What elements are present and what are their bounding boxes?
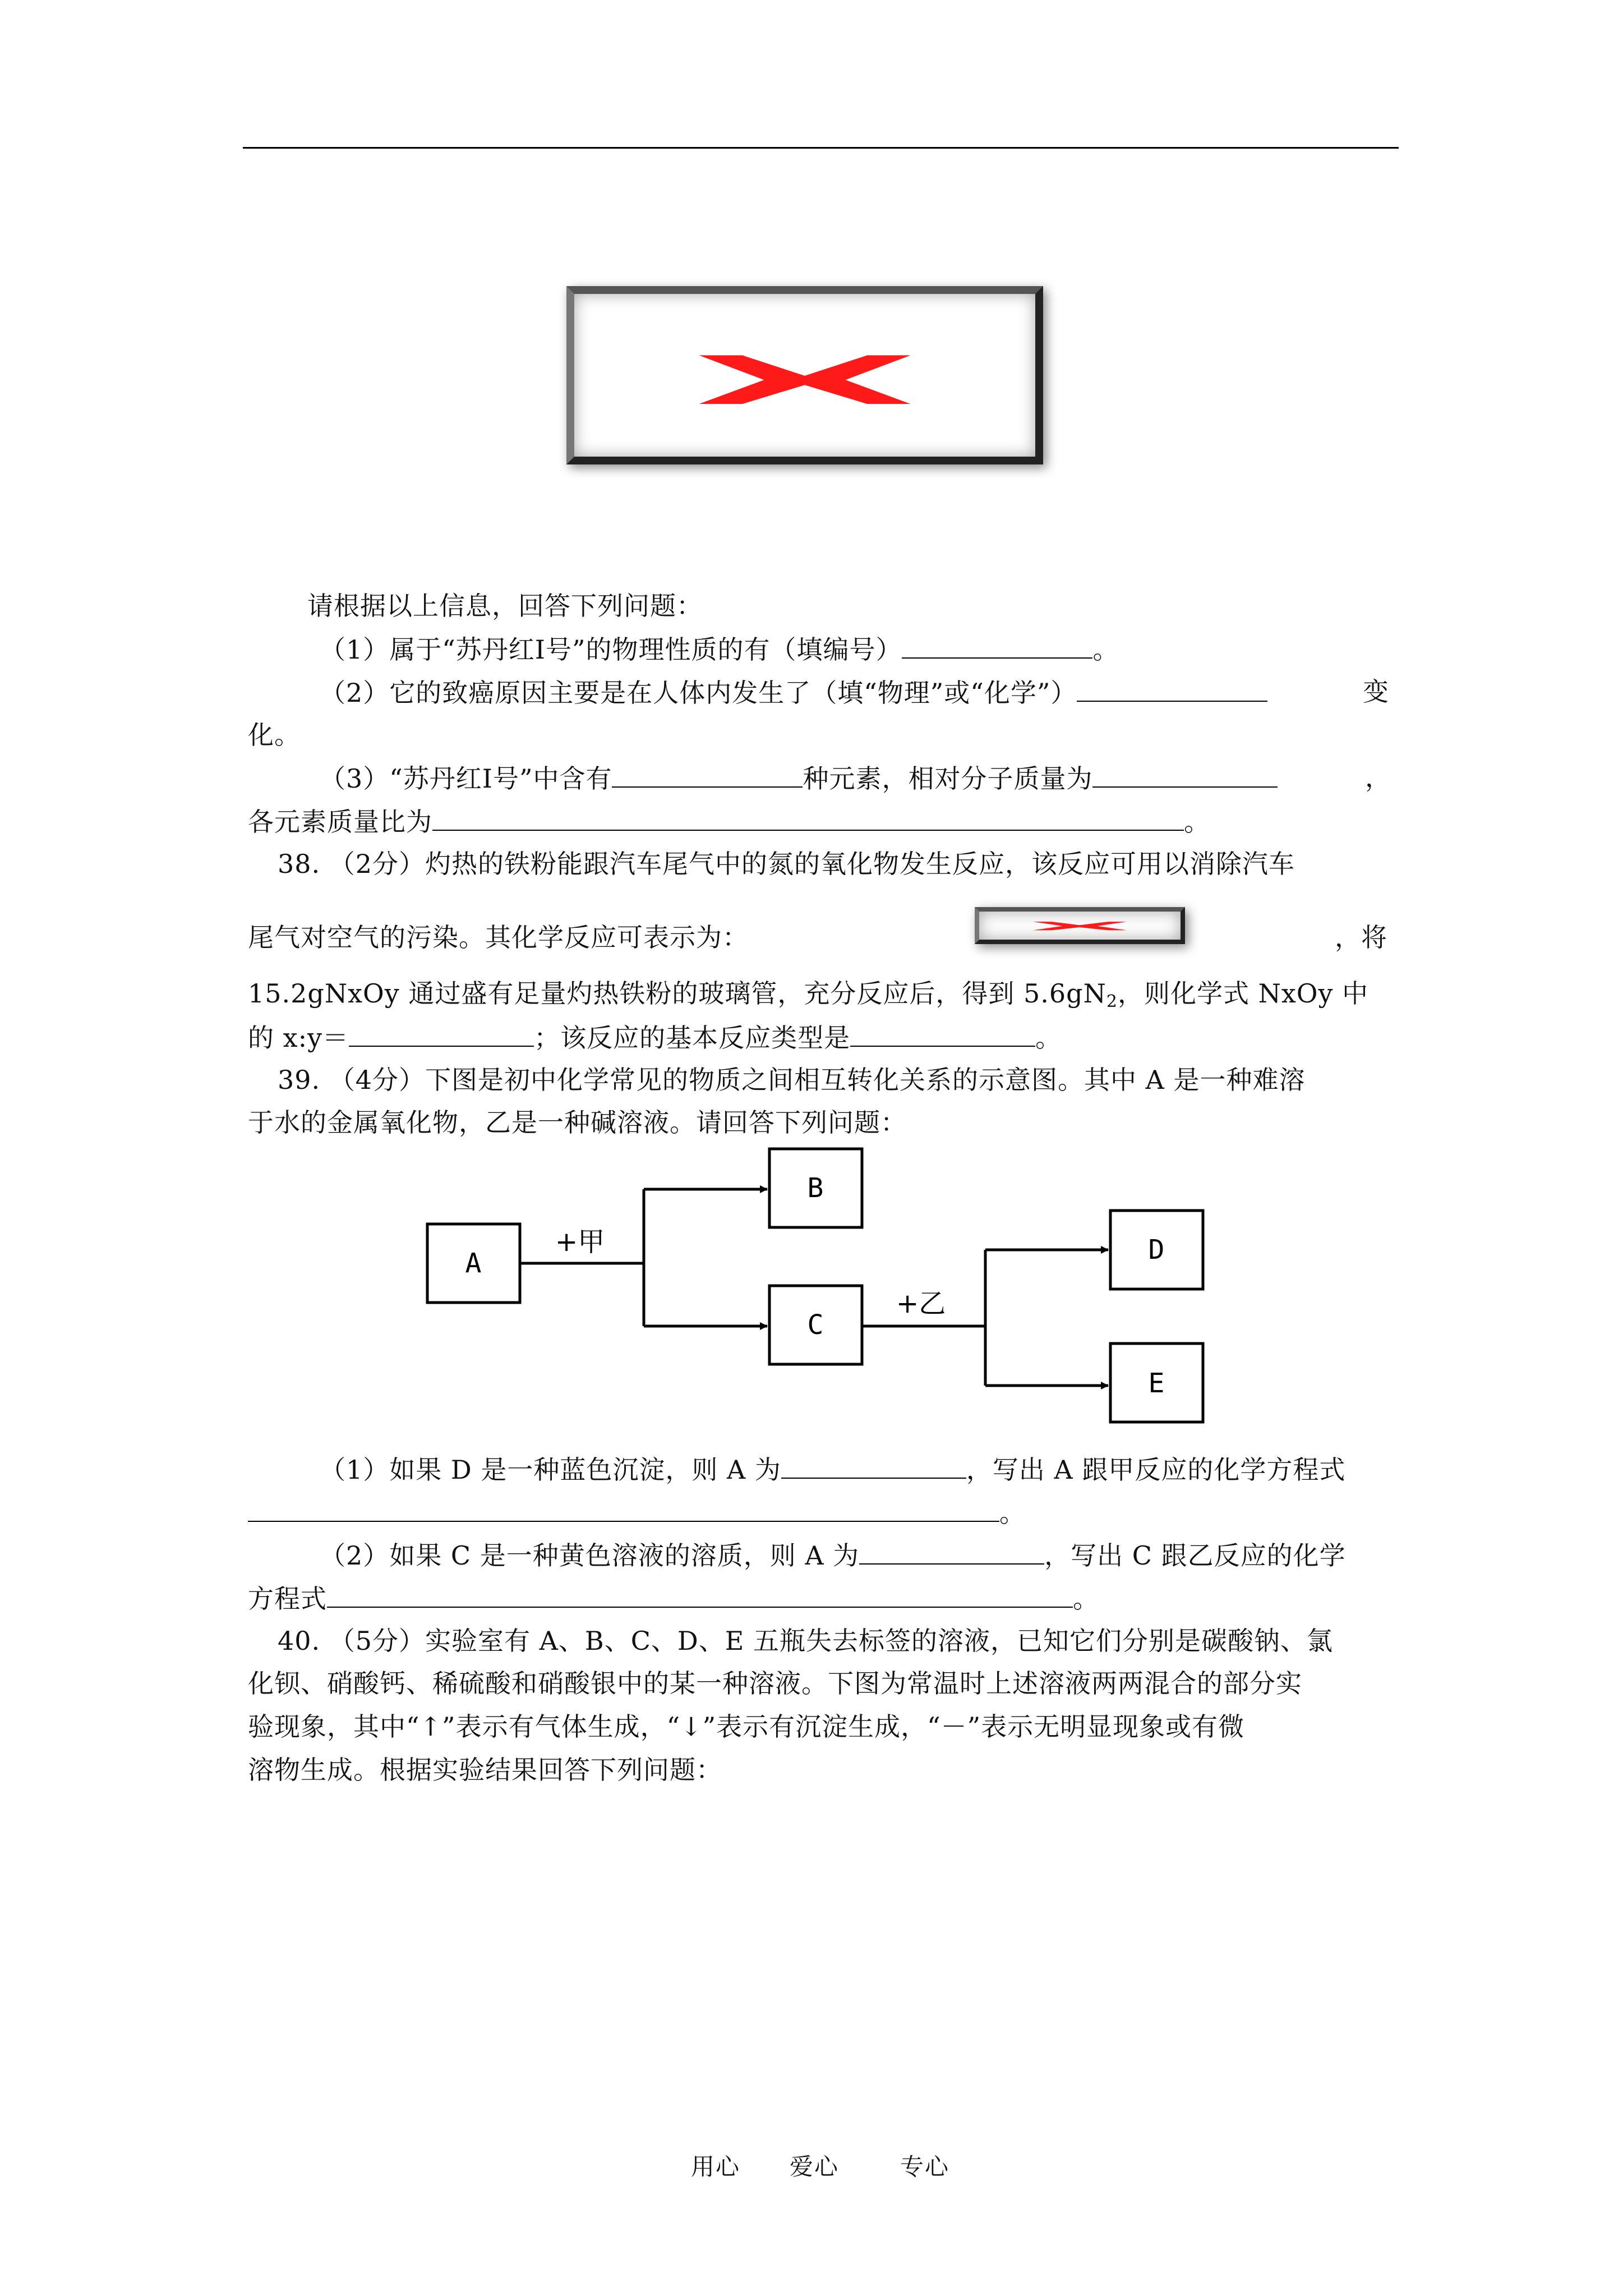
label-jia: +甲 — [555, 1226, 605, 1258]
subscript: 2 — [1106, 992, 1118, 1011]
q38-line4-text: 的 x:y＝ — [248, 1023, 349, 1053]
q39-part2-text2: ，写出 C 跟乙反应的化学 — [1044, 1540, 1346, 1571]
q37-part3 — [320, 762, 1278, 794]
q38-line1: 38. （2分）灼热的铁粉能跟汽车尾气中的氮的氧化物发生反应，该反应可用以消除汽车 — [278, 849, 1295, 879]
answer-blank[interactable] — [850, 1021, 1035, 1047]
q39-part1-text2: ，写出 A 跟甲反应的化学方程式 — [966, 1455, 1346, 1485]
q39-line2: 于水的金属氧化物，乙是一种碱溶液。请回答下列问题： — [248, 1107, 907, 1138]
q38-line3 — [248, 978, 1368, 1018]
q39-part2 — [320, 1539, 1346, 1571]
q37-part1 — [320, 633, 1119, 665]
q37-part1-end: 。 — [1092, 634, 1119, 665]
footer-word-3: 专心 — [900, 2153, 950, 2180]
q38-line2: 尾气对空气的污染。其化学反应可表示为： — [248, 922, 749, 953]
q37-part3-comma: ， — [1365, 762, 1391, 793]
q38-line2-end: ，将 — [1335, 922, 1387, 953]
q37-part2 — [320, 676, 1267, 708]
q39-part2-text: （2）如果 C 是一种黄色溶液的溶质，则 A 为 — [320, 1540, 860, 1571]
answer-blank[interactable] — [349, 1021, 534, 1047]
q37-part2-end: 变 — [1363, 677, 1389, 707]
broken-image-icon — [566, 286, 1043, 464]
q39-part1 — [320, 1453, 1345, 1485]
label-yi: +乙 — [896, 1288, 946, 1319]
node-d: D — [1148, 1234, 1165, 1266]
footer-word-2: 爱心 — [790, 2153, 840, 2180]
q40-line3: 验现象，其中“↑”表示有气体生成，“↓”表示有沉淀生成，“－”表示无明显现象或有微 — [248, 1711, 1245, 1742]
answer-blank[interactable] — [432, 805, 1184, 831]
answer-blank[interactable] — [859, 1539, 1044, 1565]
intro-text: 请根据以上信息，回答下列问题： — [307, 591, 703, 621]
q39-part1-eq — [248, 1496, 1026, 1529]
q37-ratio-end: 。 — [1184, 807, 1210, 837]
footer-word-1: 用心 — [691, 2153, 741, 2180]
answer-blank[interactable] — [902, 633, 1092, 659]
q40-line4: 溶物生成。根据实验结果回答下列问题： — [248, 1755, 722, 1785]
q39-line1: 39. （4分）下图是初中化学常见的物质之间相互转化关系的示意图。其中 A 是一种难溶 — [278, 1065, 1306, 1095]
q38-line4-end: 。 — [1035, 1023, 1062, 1053]
q38-line4 — [248, 1021, 1062, 1053]
answer-blank[interactable] — [1092, 762, 1278, 788]
q38-line3-text: 15.2gNxOy 通过盛有足量灼热铁粉的玻璃管，充分反应后，得到 5.6gN — [248, 978, 1106, 1009]
q39-part2-eq — [248, 1582, 1099, 1614]
q39-part2-text3: 方程式 — [248, 1584, 327, 1614]
q37-ratio-label: 各元素质量比为 — [248, 807, 432, 837]
answer-blank[interactable] — [1077, 676, 1267, 702]
answer-blank[interactable] — [327, 1582, 1073, 1608]
q39-part1-end: 。 — [999, 1498, 1026, 1528]
node-b: B — [807, 1172, 824, 1204]
q39-part1-text: （1）如果 D 是一种蓝色沉淀，则 A 为 — [320, 1455, 781, 1485]
flow-diagram — [415, 1139, 1228, 1442]
q40-line2: 化钡、硝酸钙、稀硫酸和硝酸银中的某一种溶液。下图为常温时上述溶液两两混合的部分实 — [248, 1668, 1302, 1699]
node-a: A — [465, 1248, 482, 1279]
answer-blank[interactable] — [248, 1496, 999, 1522]
q37-part3-text2: 种元素，相对分子质量为 — [803, 763, 1093, 794]
node-c: C — [807, 1309, 824, 1341]
header-rule — [243, 147, 1399, 149]
q37-part2-cont: 化。 — [248, 720, 301, 750]
q37-part3-ratio — [248, 805, 1210, 838]
q37-part3-text: （3）“苏丹红Ⅰ号”中含有 — [320, 763, 612, 794]
q37-part1-text: （1）属于“苏丹红Ⅰ号”的物理性质的有（填编号） — [320, 634, 902, 665]
answer-blank[interactable] — [781, 1453, 966, 1479]
q37-part2-text: （2）它的致癌原因主要是在人体内发生了（填“物理”或“化学”） — [320, 678, 1077, 708]
q38-line3-text2: ，则化学式 NxOy 中 — [1117, 978, 1369, 1009]
broken-image-icon — [975, 907, 1185, 944]
q38-line4-text2: ；该反应的基本反应类型是 — [534, 1023, 851, 1053]
q40-line1: 40. （5分）实验室有 A、B、C、D、E 五瓶失去标签的溶液，已知它们分别是碳酸钠、氯 — [278, 1626, 1333, 1656]
answer-blank[interactable] — [612, 762, 803, 788]
node-e: E — [1148, 1368, 1165, 1399]
q39-part2-end: 。 — [1073, 1584, 1099, 1614]
